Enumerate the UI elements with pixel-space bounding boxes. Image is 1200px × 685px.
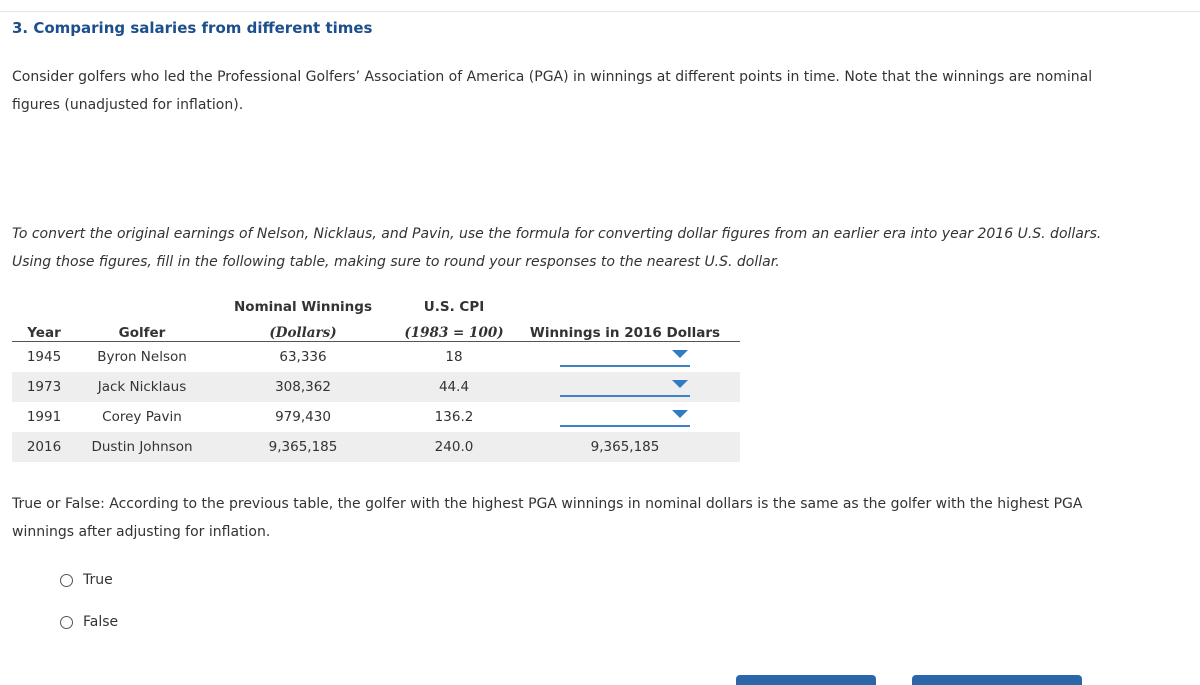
cell-year: 1973 (12, 372, 76, 402)
table-row (12, 342, 740, 373)
table-row (12, 372, 740, 402)
cell-nominal: 308,362 (208, 372, 398, 402)
cell-year: 1945 (26, 349, 62, 365)
cell-golfer: Corey Pavin (102, 409, 182, 425)
radio-true-label: True (83, 572, 113, 588)
table-row (12, 432, 740, 462)
top-divider (0, 11, 1200, 12)
cell-cpi: 240.0 (398, 432, 510, 462)
cell-nominal: 63,336 (279, 349, 327, 365)
cell-cpi: 44.4 (398, 372, 510, 402)
cell-cpi: 18 (445, 349, 463, 365)
true-false-prompt: True or False: According to the previous table, the golfer with the highest PGA winnings in nominal dollars is the same as the golfer with the highest PGA winnings after adjusting for inflation. (12, 496, 1083, 540)
header-cpi: U.S. CPI (423, 299, 485, 315)
cell-year: 2016 (12, 432, 76, 462)
winnings-dropdown-pavin[interactable] (560, 407, 690, 427)
cell-year: 1991 (26, 409, 62, 425)
dropdown-arrow-icon (672, 380, 688, 388)
winnings-dropdown-nelson[interactable] (560, 347, 690, 367)
question-title: 3. Comparing salaries from different times (12, 19, 373, 37)
dropdown-arrow-icon (672, 410, 688, 418)
next-button[interactable] (912, 675, 1082, 685)
table-row (12, 402, 740, 432)
winnings-dropdown-nicklaus[interactable] (560, 377, 690, 397)
radio-false-label: False (83, 614, 119, 630)
cell-golfer: Dustin Johnson (76, 432, 208, 462)
radio-circle-icon[interactable] (60, 616, 73, 629)
winnings-table (12, 288, 740, 462)
grade-button[interactable] (736, 675, 876, 685)
instructions-text: To convert the original earnings of Nelson, Nicklaus, and Pavin, use the formula for converting dollar figures from an earlier era into year 2016 U.S. dollars. Using those figures, fill in the following table, making sure to round your responses to the nearest U.S. dollar. (12, 226, 1102, 270)
radio-circle-icon[interactable] (60, 574, 73, 587)
header-cpi-sub: (1983 = 100) (398, 315, 510, 342)
header-nominal-winnings: Nominal Winnings (234, 299, 372, 315)
intro-text: Consider golfers who led the Professional Golfers’ Association of America (PGA) in winnings at different points in time. Note that the winnings are nominal figures (unadjusted for inflation). (12, 69, 1093, 113)
cell-golfer: Jack Nicklaus (76, 372, 208, 402)
cell-nominal: 979,430 (275, 409, 331, 425)
radio-false[interactable] (60, 614, 118, 630)
radio-true[interactable] (60, 572, 113, 588)
cell-winnings-2016: 9,365,185 (510, 432, 740, 462)
header-winnings-2016: Winnings in 2016 Dollars (510, 315, 740, 342)
header-nominal-sub: (Dollars) (208, 315, 398, 342)
dropdown-arrow-icon (672, 350, 688, 358)
header-year: Year (12, 315, 76, 342)
cell-cpi: 136.2 (434, 409, 474, 425)
cell-golfer: Byron Nelson (97, 349, 187, 365)
cell-nominal: 9,365,185 (208, 432, 398, 462)
header-golfer: Golfer (76, 315, 208, 342)
